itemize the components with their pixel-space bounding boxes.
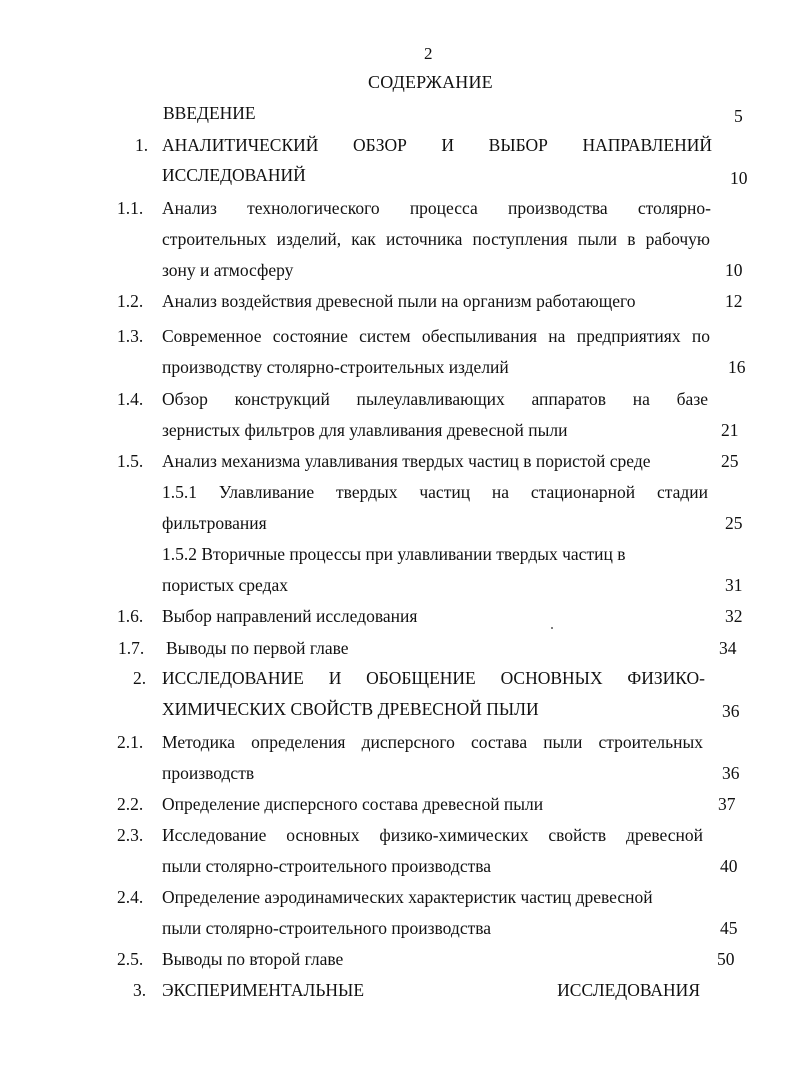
toc-entry-number: 2.2. <box>117 794 144 814</box>
toc-entry-line: Современное состояние систем обеспыливания на предприятиях по <box>162 326 710 346</box>
toc-entry-line: ХИМИЧЕСКИХ СВОЙСТВ ДРЕВЕСНОЙ ПЫЛИ <box>162 699 539 719</box>
toc-entry-line: Обзор конструкций пылеулавливающих аппаратов на базе <box>162 389 708 409</box>
toc-entry-number: 1.1. <box>117 198 144 218</box>
toc-page-number: 16 <box>728 357 746 377</box>
toc-entry-number: 2.1. <box>117 732 144 752</box>
toc-page-number: 40 <box>720 856 738 876</box>
toc-entry-line: Методика определения дисперсного состава пыли строительных <box>162 732 703 752</box>
toc-page-number: 45 <box>720 918 738 938</box>
toc-entry-line: Выводы по второй главе <box>162 949 344 969</box>
toc-page-number: 34 <box>719 638 737 658</box>
toc-page-number: 21 <box>721 420 739 440</box>
scan-speck <box>551 627 553 629</box>
toc-entry-line: пыли столярно-строительного производства <box>162 918 492 938</box>
toc-entry-number: 3. <box>133 980 147 1000</box>
toc-entry-line: ЭКСПЕРИМЕНТАЛЬНЫЕ ИССЛЕДОВАНИЯ <box>162 980 700 1000</box>
toc-page-number: 36 <box>722 701 740 721</box>
toc-entry-line: Выводы по первой главе <box>166 638 349 658</box>
toc-entry-line: АНАЛИТИЧЕСКИЙ ОБЗОР И ВЫБОР НАПРАВЛЕНИЙ <box>162 135 712 155</box>
page-title: СОДЕРЖАНИЕ <box>368 72 493 92</box>
toc-entry-line: производству столярно-строительных изделий <box>162 357 509 377</box>
toc-page-number: 37 <box>718 794 736 814</box>
toc-entry-number: 1.5. <box>117 451 144 471</box>
toc-entry-line: 1.5.2 Вторичные процессы при улавливании твердых частиц в <box>162 544 626 564</box>
toc-entry-line: зону и атмосферу <box>162 260 294 280</box>
toc-page-number: 12 <box>725 291 743 311</box>
toc-entry-line: Выбор направлений исследования <box>162 606 418 626</box>
toc-entry-number: 1.4. <box>117 389 144 409</box>
page-number: 2 <box>424 44 433 63</box>
toc-entry-line: 1.5.1 Улавливание твердых частиц на стационарной стадии <box>162 482 708 502</box>
toc-entry-line: пористых средах <box>162 575 289 595</box>
toc-entry-line: ИССЛЕДОВАНИЙ <box>162 165 306 185</box>
toc-entry-line: пыли столярно-строительного производства <box>162 856 492 876</box>
toc-entry-number: 1.6. <box>117 606 144 626</box>
toc-page-number: 32 <box>725 606 743 626</box>
toc-entry-line: Анализ технологического процесса производства столярно- <box>162 198 711 218</box>
toc-entry-line: Исследование основных физико-химических свойств древесной <box>162 825 703 845</box>
toc-page-number: 25 <box>721 451 739 471</box>
toc-page-number: 50 <box>717 949 735 969</box>
toc-entry-number: 2.4. <box>117 887 144 907</box>
toc-page-number: 5 <box>734 106 743 126</box>
toc-page-number: 10 <box>725 260 743 280</box>
toc-entry-line: Анализ воздействия древесной пыли на организм работающего <box>162 291 636 311</box>
toc-page-number: 10 <box>730 168 748 188</box>
toc-entry-label: ВВЕДЕНИЕ <box>163 103 256 123</box>
toc-entry-number: 2.5. <box>117 949 144 969</box>
toc-page-number: 25 <box>725 513 743 533</box>
toc-entry-number: 1. <box>135 135 149 155</box>
toc-entry-line: строительных изделий, как источника поступления пыли в рабочую <box>162 229 710 249</box>
toc-entry-number: 2.3. <box>117 825 144 845</box>
toc-entry-number: 1.2. <box>117 291 144 311</box>
toc-entry-line: Анализ механизма улавливания твердых частиц в пористой среде <box>162 451 651 471</box>
toc-entry-line: ИССЛЕДОВАНИЕ И ОБОБЩЕНИЕ ОСНОВНЫХ ФИЗИКО- <box>162 668 705 688</box>
toc-entry-line: Определение дисперсного состава древесной пыли <box>162 794 544 814</box>
toc-entry-line: фильтрования <box>162 513 267 533</box>
toc-entry-line: зернистых фильтров для улавливания древесной пыли <box>162 420 568 440</box>
toc-entry-line: Определение аэродинамических характеристик частиц древесной <box>162 887 653 907</box>
toc-entry-line: производств <box>162 763 255 783</box>
toc-entry-number: 1.7. <box>118 638 145 658</box>
toc-page-number: 36 <box>722 763 740 783</box>
toc-page-number: 31 <box>725 575 743 595</box>
toc-entry-number: 2. <box>133 668 147 688</box>
toc-entry-number: 1.3. <box>117 326 144 346</box>
